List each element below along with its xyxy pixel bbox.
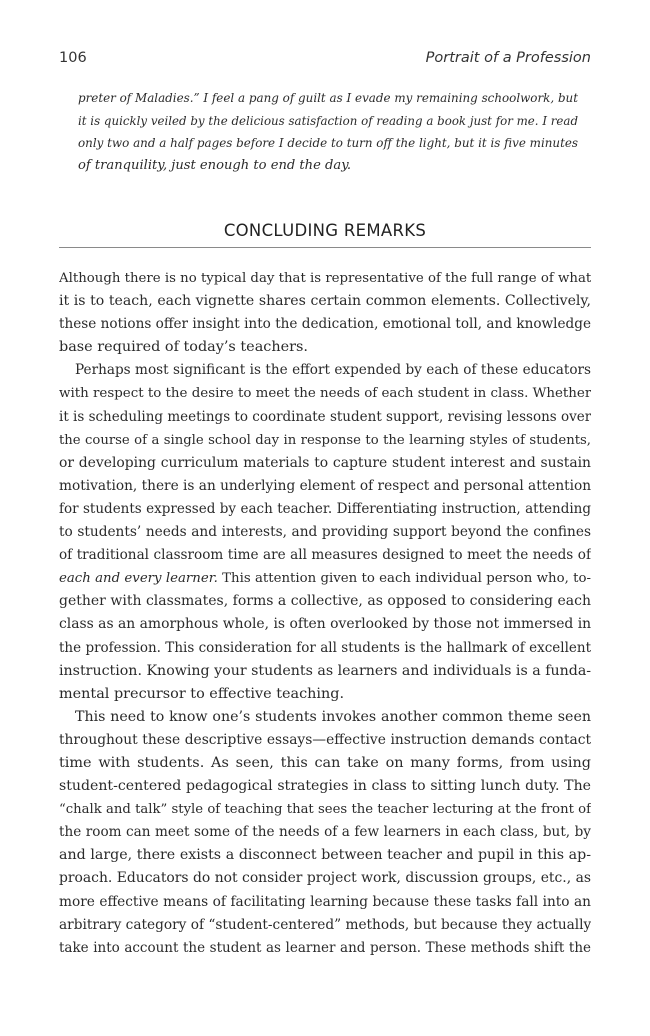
quote-line: it is quickly veiled by the delicious satisfaction of reading a book just for me. I read <box>78 113 578 128</box>
text-line: or developing curriculum materials to capture student interest and sustain <box>59 454 591 471</box>
quote-line: preter of Maladies.” I feel a pang of guilt as I evade my remaining schoolwork, but <box>78 91 578 105</box>
text-line: arbitrary category of “student-centered” methods, but because they actually <box>59 916 591 933</box>
emphasis: each and every learner. <box>59 571 218 587</box>
text-line: to students’ needs and interests, and providing support beyond the confines <box>59 524 591 541</box>
text-line: for students expressed by each teacher. Differentiating instruction, attending <box>59 500 591 517</box>
text-line: throughout these descriptive essays—effective instruction demands contact <box>59 731 591 748</box>
text-line: it is to teach, each vignette shares certain common elements. Collectively, <box>59 293 591 310</box>
text-run: This attention given to each individual person who, to- <box>217 571 591 587</box>
text-line: instruction. Knowing your students as learners and individuals is a funda- <box>59 662 591 679</box>
heading-rule <box>59 247 591 248</box>
text-line: take into account the student as learner and person. These methods shift the <box>59 939 591 956</box>
text-line: mental precursor to effective teaching. <box>59 685 345 702</box>
text-line: gether with classmates, forms a collective, as opposed to considering each <box>59 593 591 610</box>
book-title: Portrait of a Profession <box>425 50 591 66</box>
text-line: with respect to the desire to meet the needs of each student in class. Whether <box>59 386 591 402</box>
text-line: of traditional classroom time are all measures designed to meet the needs of <box>59 547 591 564</box>
text-line: and large, there exists a disconnect between teacher and pupil in this ap- <box>59 847 591 864</box>
text-line: it is scheduling meetings to coordinate student support, revising lessons over <box>59 408 591 425</box>
text-line: proach. Educators do not consider project work, discussion groups, etc., as <box>59 870 591 887</box>
section-heading: CONCLUDING REMARKS <box>223 221 427 240</box>
text-line: more effective means of facilitating learning because these tasks fall into an <box>59 893 591 910</box>
text-line: the profession. This consideration for all students is the hallmark of excellent <box>59 639 591 656</box>
text-line: student-centered pedagogical strategies in class to sitting lunch duty. The <box>59 778 591 795</box>
text-line: motivation, there is an underlying element of respect and personal attention <box>59 477 591 494</box>
text-line: Perhaps most significant is the effort expended by each of these educators <box>75 362 591 379</box>
text-line: class as an amorphous whole, is often overlooked by those not immersed in <box>59 616 591 633</box>
text-line: the room can meet some of the needs of a few learners in each class, but, by <box>59 824 591 841</box>
block-quote <box>78 87 578 177</box>
text-line: This need to know one’s students invokes another common theme seen <box>75 708 591 725</box>
text-line: the course of a single school day in response to the learning styles of students, <box>59 432 591 448</box>
body-text <box>59 267 591 960</box>
quote-line: only two and a half pages before I decide to turn off the light, but it is five minutes <box>78 136 578 150</box>
quote-line: of tranquility, just enough to end the day. <box>78 157 352 173</box>
running-head <box>59 50 591 66</box>
page-number: 106 <box>59 50 87 66</box>
text-line: these notions offer insight into the dedication, emotional toll, and knowledge <box>59 316 591 333</box>
text-line <box>59 567 591 590</box>
text-line: “chalk and talk” style of teaching that sees the teacher lecturing at the front of <box>59 802 591 818</box>
text-line: Although there is no typical day that is representative of the full range of what <box>59 271 591 286</box>
text-line: base required of today’s teachers. <box>59 339 308 356</box>
text-line: time with students. As seen, this can take on many forms, from using <box>59 754 591 771</box>
